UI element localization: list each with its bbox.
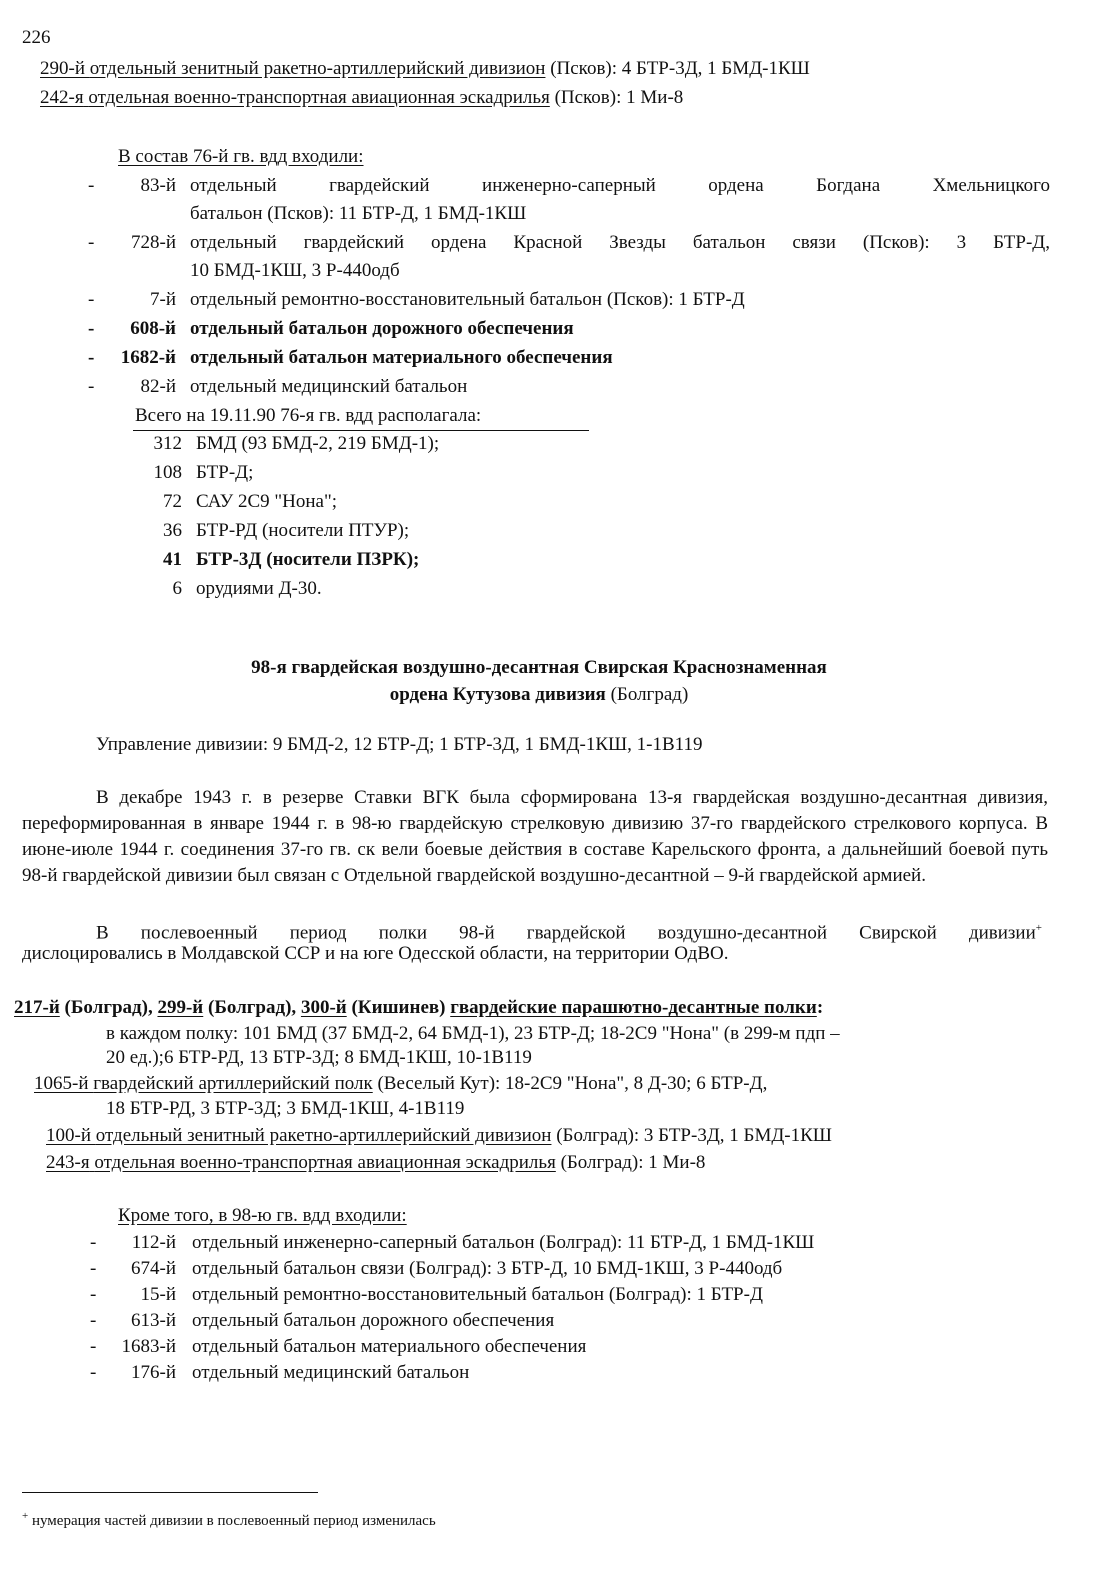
- list-dash: -: [88, 289, 95, 310]
- total-text: БТР-Д;: [196, 462, 254, 483]
- total-count: 108: [153, 462, 182, 483]
- unit-number: 1682-й: [120, 347, 176, 368]
- history-paragraph: В декабре 1943 г. в резерве Ставки ВГК была сформирована 13-я гвардейская воздушно-десантная дивизия, переформированная в январе 1944 г. в 98-ю гвардейскую стрелковую дивизию 37-го гвардейского стрелкового корпуса. В июне-июле 1944 г. соединения 37-го гв. ск вели боевые действия в составе Карельского фронта, а дальнейший боевой путь 98-й гвардейской дивизии был связан с Отдельной гвардейской воздушно-десантной – 9-й гвардейской армией.: [22, 787, 1048, 886]
- regiment-217: 217-й: [14, 997, 60, 1018]
- unit-details: (Псков): 1 Ми-8: [549, 87, 684, 108]
- unit-number: 7-й: [150, 289, 176, 310]
- list-dash: -: [90, 1258, 97, 1279]
- regiments-line: [14, 996, 823, 1020]
- list-dash: -: [90, 1362, 97, 1383]
- total-text: САУ 2С9 "Нона";: [196, 491, 338, 512]
- regiment-300: 300-й: [300, 997, 347, 1018]
- unit-description: отдельный батальон материального обеспечения: [190, 347, 613, 368]
- regiment-299: 299-й: [157, 997, 204, 1018]
- regiments-equipment-line2: 20 ед.);6 БТР-РД, 13 БТР-3Д; 8 БМД-1КШ, 10-1В119: [106, 1047, 532, 1068]
- unit-description: отдельный медицинский батальон: [190, 376, 468, 397]
- unit-line-242: [40, 86, 683, 110]
- footnote: [22, 1504, 436, 1533]
- unit-details: (Псков): 4 БТР-3Д, 1 БМД-1КШ: [545, 58, 810, 79]
- total-text: БТР-3Д (носители ПЗРК);: [196, 549, 420, 570]
- footnote-marker: +: [1035, 922, 1042, 934]
- also-heading-98: Кроме того, в 98-ю гв. вдд входили:: [118, 1205, 407, 1226]
- list-dash: -: [90, 1284, 97, 1305]
- regiment-300-place: (Кишинев): [346, 997, 451, 1018]
- list-dash: -: [88, 347, 95, 368]
- air-defense-details: (Болград): 3 БТР-3Д, 1 БМД-1КШ: [551, 1125, 832, 1146]
- postwar-paragraph-line2: дислоцировались в Молдавской ССР и на юге Одесской области, на территории ОдВО.: [22, 943, 729, 964]
- total-text: орудиями Д-30.: [196, 578, 322, 599]
- totals-heading: Всего на 19.11.90 76-я гв. вдд располагала:: [135, 405, 482, 426]
- list-dash: -: [88, 232, 95, 253]
- unit-description: отдельный батальон связи (Болград): 3 БТР-Д, 10 БМД-1КШ, 3 Р-440одб: [192, 1258, 783, 1279]
- unit-number: 112-й: [131, 1232, 176, 1253]
- list-dash: -: [88, 318, 95, 339]
- division-title-name: ордена Кутузова дивизия: [389, 684, 606, 705]
- unit-number: 613-й: [131, 1310, 176, 1331]
- total-count: 36: [163, 520, 182, 541]
- section-heading-76: В состав 76-й гв. вдд входили:: [118, 146, 364, 167]
- total-count: 312: [153, 433, 182, 454]
- regiments-colon: :: [816, 997, 824, 1018]
- footnote-rule: [22, 1492, 318, 1493]
- total-count: 6: [172, 578, 182, 599]
- unit-number: 176-й: [131, 1362, 176, 1383]
- artillery-regiment-line2: 18 БТР-РД, 3 БТР-3Д; 3 БМД-1КШ, 4-1В119: [106, 1098, 465, 1119]
- total-count: 72: [163, 491, 182, 512]
- regiment-299-place: (Болград),: [203, 997, 301, 1018]
- unit-number: 1683-й: [121, 1336, 176, 1357]
- division-title-place: (Болград): [605, 684, 689, 705]
- unit-number: 608-й: [130, 318, 176, 339]
- unit-description: отдельный батальон материального обеспечения: [192, 1336, 587, 1357]
- aviation-line: [46, 1151, 705, 1175]
- list-dash: -: [90, 1310, 97, 1331]
- aviation-details: (Болград): 1 Ми-8: [555, 1152, 706, 1173]
- postwar-paragraph-line1: В послевоенный период полки 98-й гвардейской воздушно-десантной Свирской дивизии+: [96, 922, 1042, 944]
- unit-description: отдельный батальон дорожного обеспечения: [190, 318, 574, 339]
- total-text: БТР-РД (носители ПТУР);: [196, 520, 410, 541]
- air-defense-name: 100-й отдельный зенитный ракетно-артиллерийский дивизион: [46, 1125, 552, 1146]
- footnote-mark: +: [22, 1510, 29, 1522]
- artillery-regiment-name: 1065-й гвардейский артиллерийский полк: [34, 1073, 373, 1094]
- air-defense-line: [46, 1124, 832, 1148]
- division-management: Управление дивизии: 9 БМД-2, 12 БТР-Д; 1 БТР-3Д, 1 БМД-1КШ, 1-1В119: [96, 734, 703, 755]
- unit-name: 290-й отдельный зенитный ракетно-артиллерийский дивизион: [40, 58, 546, 79]
- list-dash: -: [88, 376, 95, 397]
- page-number: 226: [22, 27, 51, 48]
- unit-name: 242-я отдельная военно-транспортная авиационная эскадрилья: [40, 87, 550, 108]
- unit-line-290: [40, 57, 810, 81]
- unit-description: отдельный медицинский батальон: [192, 1362, 470, 1383]
- unit-description: отдельный гвардейский инженерно-саперный ордена Богдана Хмельницкого: [190, 175, 1050, 196]
- list-dash: -: [90, 1336, 97, 1357]
- division-title-line1: 98-я гвардейская воздушно-десантная Свирская Краснознаменная: [251, 657, 827, 678]
- unit-description-cont: 10 БМД-1КШ, 3 Р-440одб: [190, 260, 400, 281]
- division-title-line2: [0, 683, 1078, 707]
- unit-number: 728-й: [131, 232, 176, 253]
- regiment-217-place: (Болград),: [59, 997, 158, 1018]
- unit-description: отдельный ремонтно-восстановительный батальон (Псков): 1 БТР-Д: [190, 289, 745, 310]
- unit-number: 674-й: [131, 1258, 176, 1279]
- unit-number: 15-й: [140, 1284, 176, 1305]
- footnote-text: нумерация частей дивизии в послевоенный период изменилась: [31, 1513, 436, 1529]
- artillery-regiment-line: [34, 1072, 767, 1096]
- regiments-type: гвардейские парашютно-десантные полки: [450, 997, 817, 1018]
- list-dash: -: [88, 175, 95, 196]
- unit-description: отдельный ремонтно-восстановительный батальон (Болград): 1 БТР-Д: [192, 1284, 763, 1305]
- artillery-regiment-details: (Веселый Кут): 18-2С9 "Нона", 8 Д-30; 6 БТР-Д,: [372, 1073, 768, 1094]
- unit-description: отдельный гвардейский ордена Красной Звезды батальон связи (Псков): 3 БТР-Д,: [190, 232, 1050, 253]
- unit-description: отдельный инженерно-саперный батальон (Болград): 11 БТР-Д, 1 БМД-1КШ: [192, 1232, 815, 1253]
- total-count: 41: [163, 549, 182, 570]
- regiments-equipment-line1: в каждом полку: 101 БМД (37 БМД-2, 64 БМД-1), 23 БТР-Д; 18-2С9 "Нона" (в 299-м пдп –: [106, 1023, 840, 1044]
- unit-description-cont: батальон (Псков): 11 БТР-Д, 1 БМД-1КШ: [190, 203, 527, 224]
- aviation-name: 243-я отдельная военно-транспортная авиационная эскадрилья: [46, 1152, 556, 1173]
- unit-number: 83-й: [140, 175, 176, 196]
- unit-number: 82-й: [140, 376, 176, 397]
- total-text: БМД (93 БМД-2, 219 БМД-1);: [196, 433, 440, 454]
- unit-description: отдельный батальон дорожного обеспечения: [192, 1310, 555, 1331]
- list-dash: -: [90, 1232, 97, 1253]
